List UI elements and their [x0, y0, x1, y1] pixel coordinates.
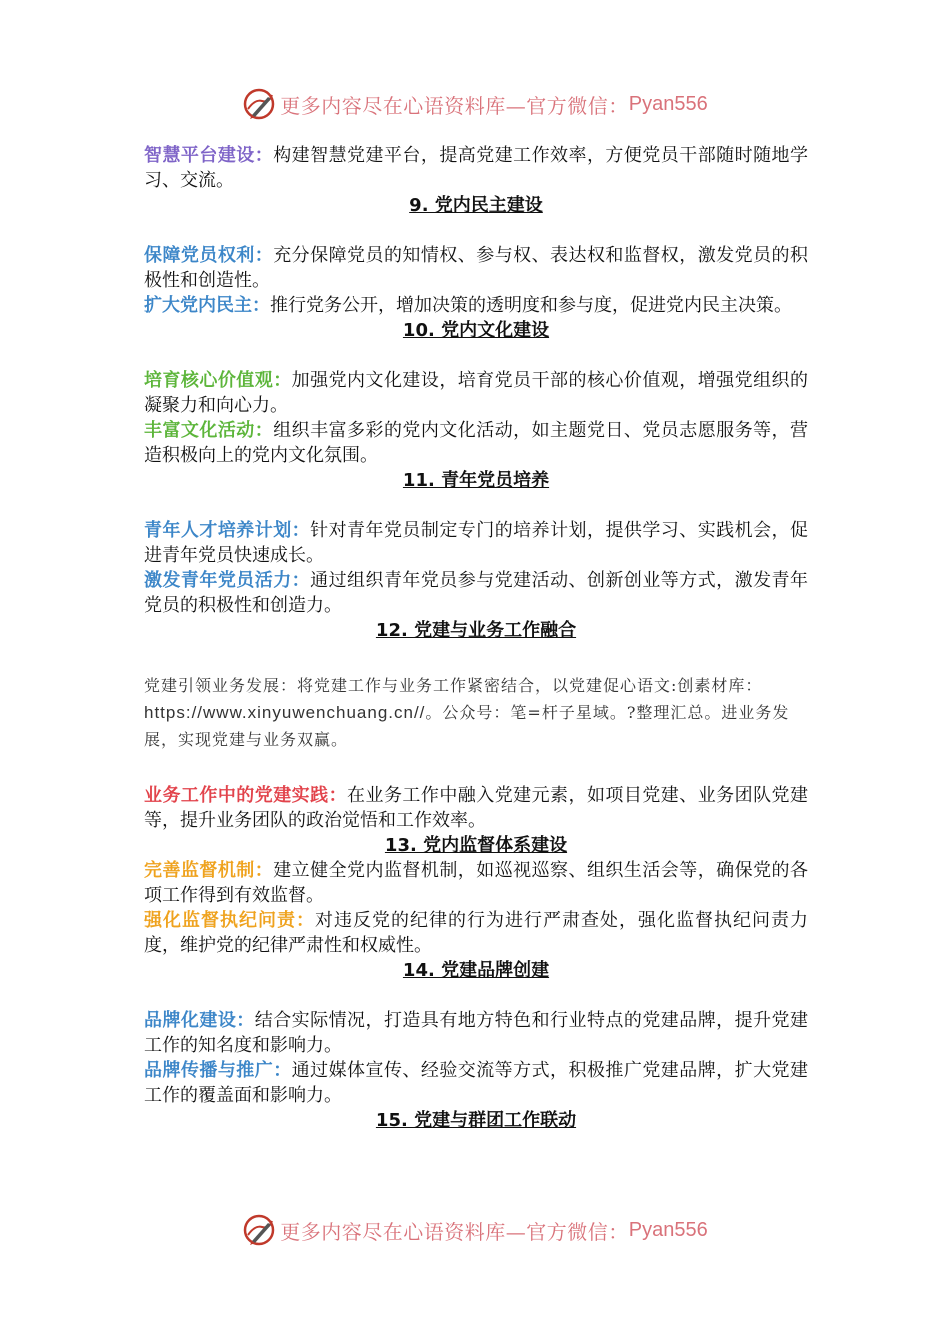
section-title: 11. 青年党员培养 — [402, 470, 550, 491]
list-item — [144, 568, 808, 618]
item-heading: 培育核心价值观： — [144, 370, 292, 391]
item-text: 针对青年党员制定专门的培养计划，提供学习、实践机会，促进青年党员快速成长。 — [144, 520, 809, 566]
section-title: 12. 党建与业务工作融合 — [375, 620, 577, 641]
item-text: 构建智慧党建平台，提高党建工作效率，方便党员干部随时随地学习、交流。 — [144, 145, 809, 191]
item-text: 对违反党的纪律的行为进行严肃查处，强化监督执纪问责力度，维护党的纪律严肃性和权威性。 — [144, 910, 808, 956]
item-text: 在业务工作中融入党建元素，如项目党建、业务团队党建等，提升业务团队的政治觉悟和工作效率。 — [144, 785, 809, 831]
item-heading: 品牌传播与推广： — [144, 1060, 292, 1081]
footer-banner — [0, 1210, 950, 1250]
list-item — [144, 368, 808, 418]
inserted-paragraph — [144, 672, 808, 753]
inserted-text-start: 党建引领业务发展：将党建工作与业务工作紧密结合，以党建促心语文:创素材库： — [144, 676, 763, 695]
pen-logo-icon — [242, 1213, 276, 1247]
list-item — [144, 293, 808, 318]
banner-wechat-id: Pyan556 — [628, 92, 708, 115]
item-heading: 完善监督机制： — [144, 860, 274, 881]
item-text: 通过媒体宣传、经验交流等方式，积极推广党建品牌，扩大党建工作的覆盖面和影响力。 — [144, 1060, 808, 1106]
banner-text: 更多内容尽在心语资料库—官方微信： — [280, 1219, 629, 1244]
inserted-text-end: 。公众号：笔=杆子星域。?整理汇总。进业务发展，实现党建与业务双赢。 — [144, 703, 790, 749]
item-heading: 青年人才培养计划： — [144, 520, 311, 541]
item-text: 建立健全党内监督机制，如巡视巡察、组织生活会等，确保党的各项工作得到有效监督。 — [144, 860, 809, 906]
item-text: 加强党内文化建设，培育党员干部的核心价值观，增强党组织的凝聚力和向心力。 — [144, 370, 808, 416]
list-item — [144, 783, 808, 833]
document-body — [144, 143, 808, 1133]
item-heading: 扩大党内民主： — [144, 295, 270, 316]
section-title: 15. 党建与群团工作联动 — [375, 1110, 577, 1131]
header-banner — [0, 84, 950, 124]
list-item — [144, 518, 808, 568]
list-item — [144, 908, 808, 958]
banner-wechat-id: Pyan556 — [628, 1218, 708, 1241]
banner-text: 更多内容尽在心语资料库—官方微信： — [280, 93, 629, 118]
item-heading: 智慧平台建设： — [144, 145, 274, 166]
item-heading: 强化监督执纪问责： — [144, 910, 315, 931]
item-text: 结合实际情况，打造具有地方特色和行业特点的党建品牌，提升党建工作的知名度和影响力。 — [144, 1010, 809, 1056]
item-heading: 丰富文化活动： — [144, 420, 274, 441]
item-heading: 保障党员权利： — [144, 245, 274, 266]
item-heading: 品牌化建设： — [144, 1010, 255, 1031]
list-item — [144, 1058, 808, 1108]
website-link[interactable]: https://www.xinyuwenchuang.cn// — [144, 703, 426, 722]
section-title: 10. 党内文化建设 — [402, 320, 550, 341]
item-text: 通过组织青年党员参与党建活动、创新创业等方式，激发青年党员的积极性和创造力。 — [144, 570, 809, 616]
list-item — [144, 858, 808, 908]
item-heading: 业务工作中的党建实践： — [144, 785, 348, 806]
list-item — [144, 1008, 808, 1058]
list-item — [144, 418, 808, 468]
item-heading: 激发青年党员活力： — [144, 570, 311, 591]
section-title: 9. 党内民主建设 — [409, 195, 543, 216]
intro-paragraph — [144, 143, 808, 193]
item-text: 推行党务公开，增加决策的透明度和参与度，促进党内民主决策。 — [270, 295, 792, 316]
item-text: 组织丰富多彩的党内文化活动，如主题党日、党员志愿服务等，营造积极向上的党内文化氛围。 — [144, 420, 809, 466]
pen-logo-icon — [242, 87, 276, 121]
section-title: 13. 党内监督体系建设 — [384, 835, 568, 856]
item-text: 充分保障党员的知情权、参与权、表达权和监督权，激发党员的积极性和创造性。 — [144, 245, 809, 291]
section-title: 14. 党建品牌创建 — [402, 960, 550, 981]
list-item — [144, 243, 808, 293]
